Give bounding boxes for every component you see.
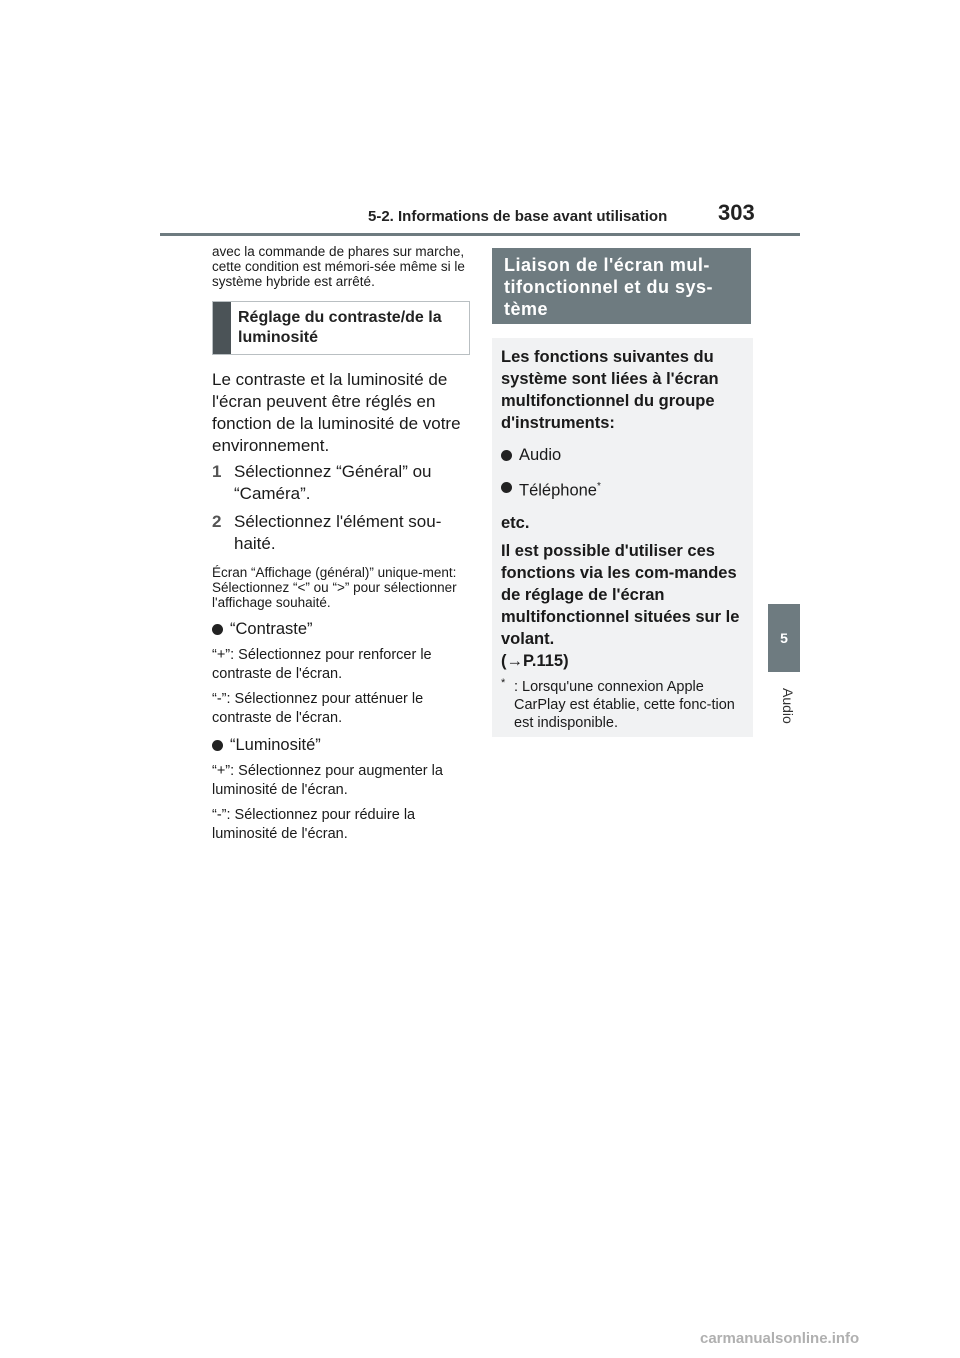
step-number: 1	[212, 462, 222, 481]
chapter-tab[interactable]: 5	[768, 604, 800, 672]
step-text: Sélectionnez l'élément sou-haité.	[234, 512, 442, 553]
step-text: Sélectionnez “Général” ou “Caméra”.	[234, 462, 432, 503]
bullet-dot-icon	[501, 450, 512, 461]
footnote-marker: *	[596, 481, 601, 492]
section-heading-bar	[213, 302, 231, 354]
section-heading-box	[212, 301, 470, 355]
bullet-phone	[501, 476, 743, 502]
etc-text: etc.	[501, 513, 530, 532]
bullet-dot-icon	[501, 482, 512, 493]
footnote-text: : Lorsqu'une connexion Apple CarPlay est établie, cette fonc-tion est indisponible.	[514, 678, 735, 731]
header-title: 5-2. Informations de base avant utilisation	[368, 208, 668, 225]
left-column	[212, 244, 474, 848]
section-heading: Réglage du contraste/de la luminosité	[238, 309, 442, 346]
steering-controls-text: Il est possible d'utiliser ces fonctions via les com-mandes de réglage de l'écran multifonctionnel situées sur le volant.	[501, 541, 740, 648]
right-info-box	[492, 338, 753, 737]
page-number: 303	[718, 200, 755, 225]
display-note: Écran “Affichage (général)” unique-ment: Sélectionnez “<” ou “>” pour sélectionner l'affichage souhaité.	[212, 565, 457, 610]
page-reference-link[interactable]: (→P.115)	[501, 651, 569, 670]
bullet-title: “Contraste”	[230, 620, 313, 638]
bullet-contrast	[212, 618, 474, 640]
bullet-dot-icon	[212, 740, 223, 751]
step-2	[212, 511, 474, 555]
contrast-plus-desc: “+”: Sélectionnez pour renforcer le contraste de l'écran.	[212, 647, 432, 682]
bullet-text: Téléphone	[519, 481, 597, 500]
step-number: 2	[212, 512, 222, 531]
footnote-star: *	[501, 676, 506, 689]
bullet-dot-icon	[212, 624, 223, 635]
linked-functions-lead: Les fonctions suivantes du système sont liées à l'écran multifonctionnel du groupe d'instruments:	[501, 348, 719, 432]
footnote	[501, 678, 743, 732]
bullet-text: Audio	[519, 446, 562, 464]
header-rule	[160, 233, 800, 236]
bullet-brightness	[212, 734, 474, 756]
right-section-heading: Liaison de l'écran mul-tifonctionnel et du sys-tème	[492, 248, 751, 324]
bullet-title: “Luminosité”	[230, 736, 321, 754]
watermark: carmanualsonline.info	[700, 1330, 860, 1347]
brightness-plus-desc: “+”: Sélectionnez pour augmenter la luminosité de l'écran.	[212, 763, 443, 798]
body-text: Le contraste et la luminosité de l'écran peuvent être réglés en fonction de la luminosité de votre environnement.	[212, 370, 461, 455]
contrast-minus-desc: “-”: Sélectionnez pour atténuer le contraste de l'écran.	[212, 691, 424, 726]
chapter-label: Audio	[780, 688, 796, 724]
brightness-minus-desc: “-”: Sélectionnez pour réduire la luminosité de l'écran.	[212, 807, 416, 842]
bullet-audio	[501, 444, 743, 466]
step-1	[212, 461, 474, 505]
intro-text: avec la commande de phares sur marche, cette condition est mémori-sée même si le système hybride est arrêté.	[212, 244, 465, 289]
